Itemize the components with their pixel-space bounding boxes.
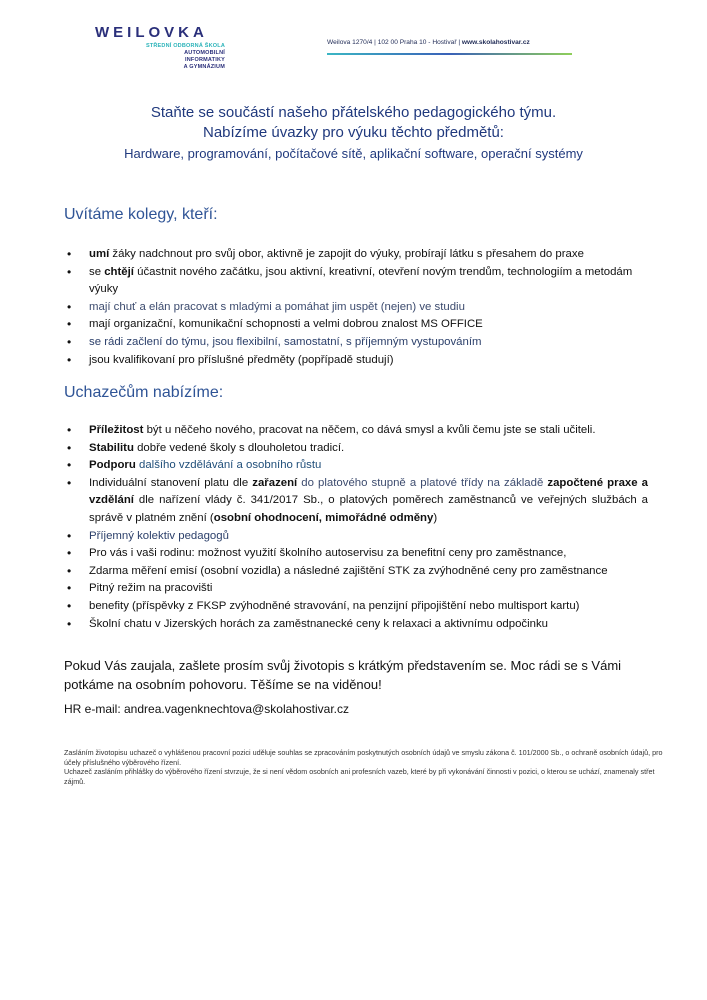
item-text: Pitný režim na pracovišti: [89, 582, 213, 595]
item-strong: Příležitost: [89, 424, 144, 436]
list-item: [64, 246, 648, 264]
list-item: [64, 299, 648, 317]
page-heading: [40, 103, 667, 163]
item-text: dalšího vzdělávání a osobního růstu: [135, 459, 322, 472]
list-item: [64, 545, 648, 563]
list-item: [64, 352, 648, 370]
list-item: [64, 457, 648, 475]
item-text: dle nařízení vlády č. 341/2017 Sb., o platových poměrech zaměstnanců ve veřejných službách a správě v platném znění (: [89, 494, 648, 524]
list-item: [64, 475, 648, 528]
item-text: dobře vedené školy s dlouholetou tradicí.: [133, 441, 345, 454]
item-text: Školní chatu v Jizerských horách za zaměstnanecké ceny k relaxaci a aktivnímu odpočinku: [89, 617, 549, 630]
item-strong: umí: [89, 248, 110, 260]
list-item: [64, 316, 648, 334]
list-item: [64, 580, 648, 598]
item-strong: osobní ohodnocení, mimořádné odměny: [213, 511, 434, 524]
item-text: benefity (příspěvky z FKSP zvýhodněné stravování, na penzijní připojištění nebo multisport kartu): [89, 599, 580, 612]
hr-email[interactable]: HR e-mail: andrea.vagenknechtova@skolahostivar.cz: [64, 702, 349, 716]
list-item: [64, 598, 648, 616]
header-divider: [327, 53, 572, 55]
item-text: do platového stupně a platové třídy na základě: [297, 476, 548, 489]
list-item: [64, 422, 648, 440]
list-item: [64, 334, 648, 352]
item-strong: Stabilitu: [89, 441, 134, 454]
list-item: [64, 264, 648, 299]
item-text: být u něčeho nového, pracovat na něčem, co dává smysl a kvůli čemu jste se stali učiteli.: [143, 424, 596, 436]
item-text: žáky nadchnout pro svůj obor, aktivně je zapojit do výuky, probírají látku s přesahem do praxe: [109, 248, 584, 260]
item-prefix: se: [89, 265, 105, 278]
footnote-paragraph: Uchazeč zasláním přihlášky do výběrového řízení stvrzuje, že si není vědom osobních ani profesních vazeb, které by při vykonávání činnosti v pozici, o kterou se uchází, znamenaly střet zájmů.: [64, 767, 655, 786]
heading-line-1: Staňte se součástí našeho přátelského pedagogického týmu.: [150, 104, 557, 121]
item-text: účastnit nového začátku, jsou aktivní, kreativní, otevření novým trendům, technologiím a metodám výuky: [89, 265, 633, 296]
list-item: [64, 528, 648, 546]
item-strong: započtené praxe a vzdělání: [89, 476, 648, 507]
letterhead: [95, 20, 605, 82]
offer-section-title: Uchazečům nabízíme:: [64, 384, 224, 401]
gdpr-footnote: [64, 748, 664, 786]
offer-list: [64, 422, 648, 633]
welcome-list: [64, 246, 648, 369]
logo-subtitle-line: AUTOMOBILNÍ: [184, 50, 225, 56]
item-strong: Podporu: [89, 459, 136, 472]
item-text: mají chuť a elán pracovat s mladými a pomáhat jim uspět (nejen) ve studiu: [89, 300, 465, 313]
footnote-paragraph: Zasláním životopisu uchazeč o vyhlášenou pracovní pozici uděluje souhlas se zpracováním poskytnutých osobních údajů ve smyslu zákona č. 101/2000 Sb., o ochraně osobních údajů, pro účely příslušného výběrového řízení.: [64, 748, 663, 767]
item-text: mají organizační, komunikační schopnosti a velmi dobrou znalost MS OFFICE: [89, 318, 483, 331]
school-logo: [95, 24, 208, 41]
address-text: Weilova 1270/4 | 102 00 Praha 10 - Hostivař |: [327, 39, 462, 46]
school-address: [327, 39, 530, 46]
welcome-section-title: Uvítáme kolegy, kteří:: [64, 206, 218, 223]
closing-paragraph: Pokud Vás zaujala, zašlete prosím svůj životopis s krátkým představením se. Moc rádi se s Vámi potkáme na osobním pohovoru. Těšíme se na viděnou!: [64, 658, 622, 692]
heading-subjects: Hardware, programování, počítačové sítě, aplikační software, operační systémy: [124, 146, 583, 161]
logo-subtitle: [95, 43, 225, 71]
item-text: se rádi začlení do týmu, jsou flexibilní, samostatní, s příjemným vystupováním: [89, 335, 482, 348]
item-text: jsou kvalifikovaní pro příslušné předměty (popřípadě studují): [89, 353, 394, 366]
list-item: [64, 440, 648, 458]
logo-subtitle-line: STŘEDNÍ ODBORNÁ ŠKOLA: [145, 43, 225, 49]
item-strong: chtějí: [104, 265, 134, 278]
list-item: [64, 563, 648, 581]
item-text: Zdarma měření emisí (osobní vozidla) a následné zajištění STK za zvýhodněné ceny pro zaměstnance: [89, 564, 608, 577]
logo-wordmark: WEILOVKA: [95, 24, 208, 41]
item-text: Příjemný kolektiv pedagogů: [89, 529, 229, 542]
list-item: [64, 616, 648, 634]
item-strong: zařazení: [252, 476, 298, 489]
logo-subtitle-line: A GYMNÁZIUM: [183, 64, 225, 70]
item-text: Individuální stanovení platu dle: [89, 476, 253, 489]
item-text: ): [433, 511, 438, 524]
logo-subtitle-line: INFORMATIKY: [185, 57, 225, 63]
heading-line-2: Nabízíme úvazky pro výuku těchto předmětů:: [203, 124, 504, 141]
website-link[interactable]: www.skolahostivar.cz: [461, 39, 530, 46]
item-text: Pro vás i vaši rodinu: možnost využití školního autoservisu za benefitní ceny pro zaměstnance,: [89, 547, 567, 560]
